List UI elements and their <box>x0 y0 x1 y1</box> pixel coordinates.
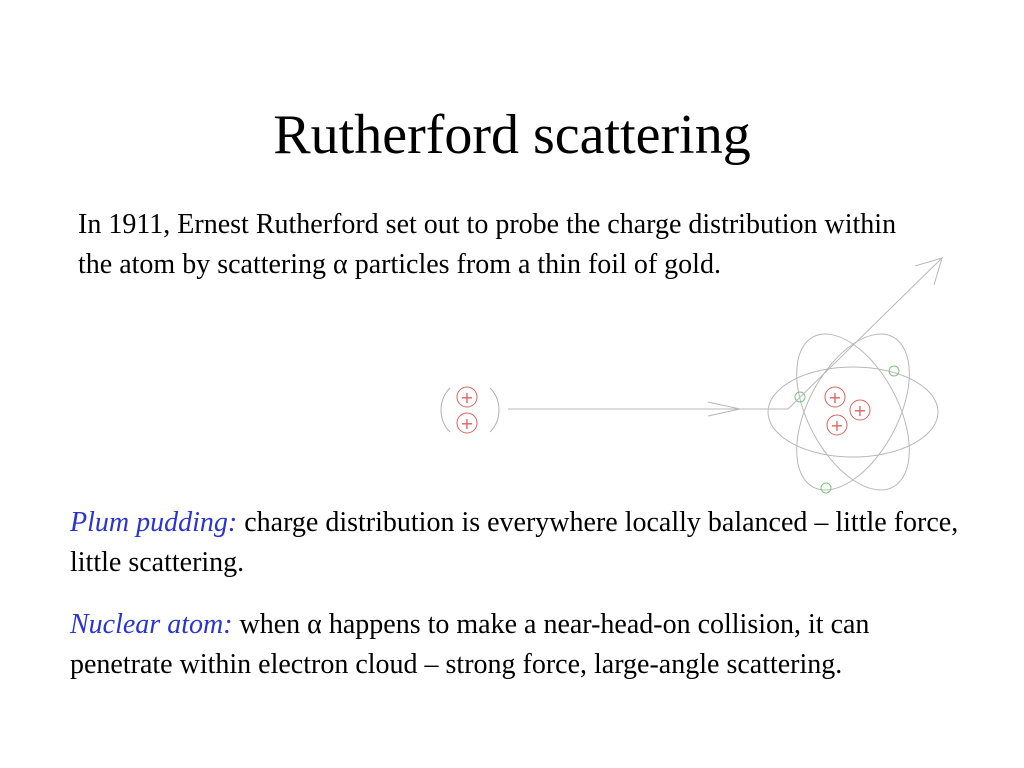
alpha-particle <box>441 387 499 433</box>
scattered-trajectory <box>788 258 942 409</box>
alpha-halo <box>441 388 450 432</box>
electron-3 <box>821 483 831 493</box>
nuclear-atom-paragraph <box>70 605 970 685</box>
plum-pudding-term: Plum pudding: <box>70 507 238 538</box>
nuclear-atom-term: Nuclear atom: <box>70 609 233 640</box>
nucleus-proton-3-glyph: + <box>830 416 844 435</box>
alpha-halo-right <box>490 388 499 432</box>
nucleus-proton-1-glyph: + <box>828 388 842 407</box>
nucleus-proton-2-glyph: + <box>853 401 867 420</box>
plum-pudding-paragraph <box>70 503 970 583</box>
intro-text: In 1911, Ernest Rutherford set out to probe the charge distribution within the atom by scattering α particles from a thin foil of gold. <box>78 209 897 280</box>
plum-pudding-text: charge distribution is everywhere locally balanced – little force, little scattering. <box>70 507 959 578</box>
nuclear-atom-text: when α happens to make a near-head-on collision, it can penetrate within electron cloud – strong force, large-angle scattering. <box>70 609 870 680</box>
slide-title: Rutherford scattering <box>273 104 751 166</box>
alpha-proton-top-glyph: + <box>460 388 474 407</box>
incoming-trajectory <box>508 402 788 416</box>
alpha-proton-bottom-glyph: + <box>460 414 474 433</box>
